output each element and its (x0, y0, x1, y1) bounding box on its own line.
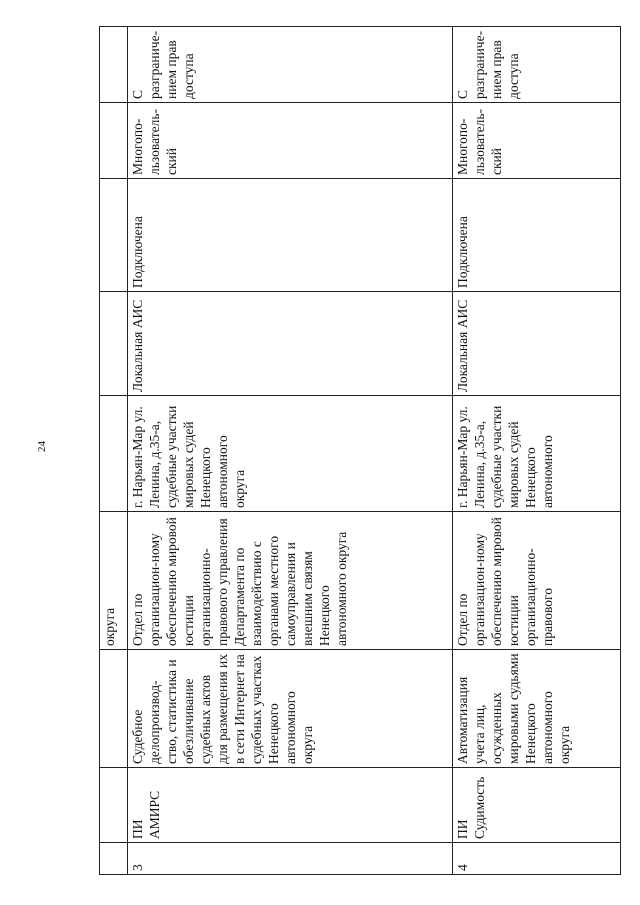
system-owner: Отдел по организацион-ному обеспечению мировой юстиции организационно-правового управления Департамента по взаимодействию с органами местного самоуправления и внешним связям Ненецкого автономного округа (128, 512, 453, 650)
system-purpose: Судебное делопроизвод-ство, статистика и обезличивание судебных актов для размещения их в сети Интернет на судебных участках Ненецкого автономного округа (128, 650, 453, 768)
system-location: г. Нарьян-Мар ул. Ленина, д.35-а, судебные участки мировых судей Ненецкого автономного (453, 396, 621, 512)
user-mode: Многопо-льзователь-ский (453, 103, 621, 179)
cell (100, 843, 128, 875)
system-name: ПИ АМИРС (128, 768, 453, 843)
network-status: Подключена (453, 179, 621, 292)
system-type: Локальная АИС (128, 292, 453, 396)
carry-over-owner: округа (100, 512, 128, 650)
cell (100, 396, 128, 512)
row-number: 3 (128, 843, 453, 875)
system-type: Локальная АИС (453, 292, 621, 396)
cell (100, 103, 128, 179)
cell (100, 27, 128, 103)
row-number: 4 (453, 843, 621, 875)
registry-table (99, 26, 621, 875)
user-mode: Многопо-льзователь-ский (128, 103, 453, 179)
system-owner: Отдел по организацион-ному обеспечению мировой юстиции организационно-правового (453, 512, 621, 650)
access-mode: С разграниче-нием прав доступа (128, 27, 453, 103)
page-number: 24 (36, 441, 48, 452)
cell (100, 292, 128, 396)
system-purpose: Автоматизация учета лиц, осужденных мировыми судьями Ненецкого автономного округа (453, 650, 621, 768)
rotated-table-wrapper (99, 27, 620, 875)
cell (100, 179, 128, 292)
system-name: ПИ Судимость (453, 768, 621, 843)
table-row (453, 27, 621, 875)
table-row (128, 27, 453, 875)
cell (100, 768, 128, 843)
carry-over-row (100, 27, 128, 875)
network-status: Подключена (128, 179, 453, 292)
cell (100, 650, 128, 768)
system-location: г. Нарьян-Мар ул. Ленина, д.35-а, судебные участки мировых судей Ненецкого автономного округа (128, 396, 453, 512)
access-mode: С разграниче-нием прав доступа (453, 27, 621, 103)
